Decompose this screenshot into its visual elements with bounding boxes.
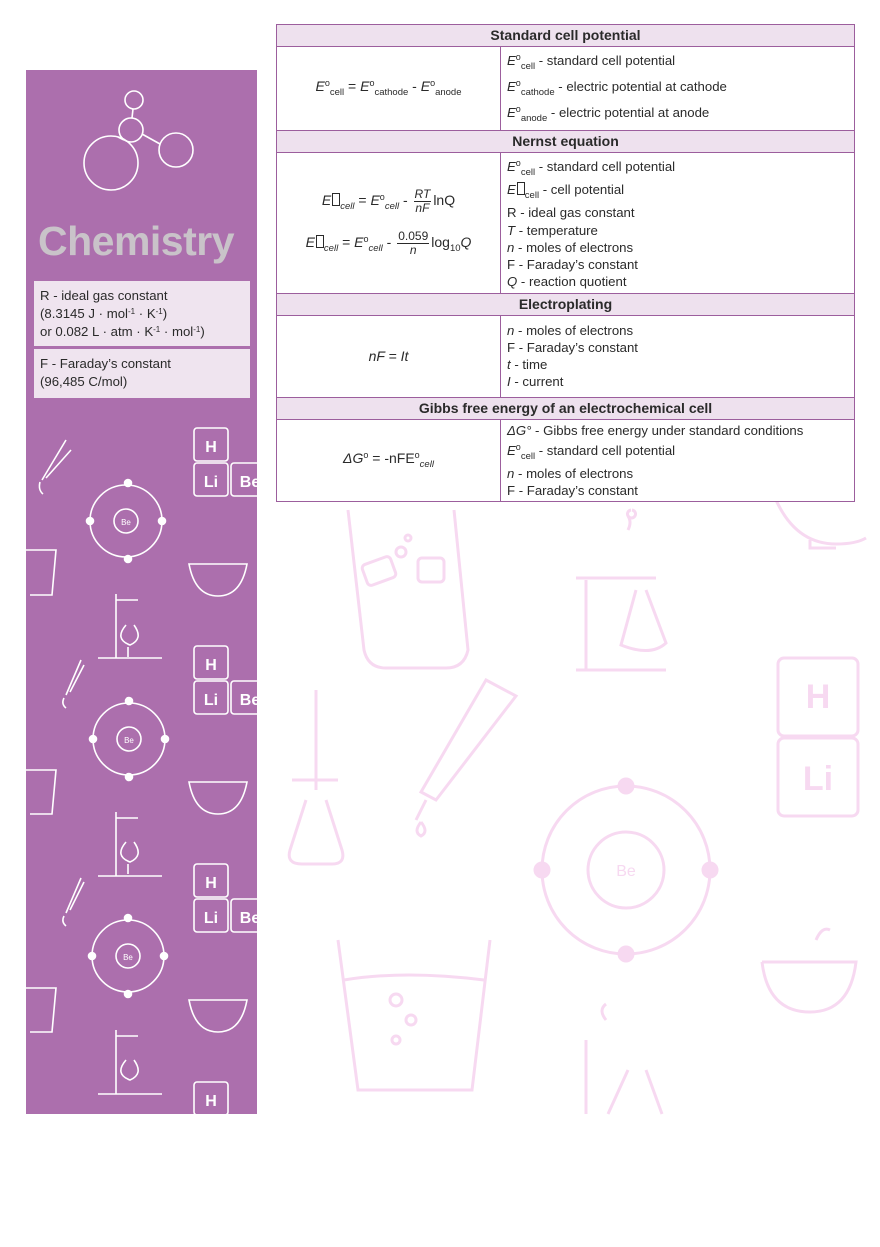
desc-standard-cell-potential: $E^o_{cell}$ - standard cell potential $E^o_{cathode}$ - electric potential at cathode $E^o_{anode}$ - electric potential at anode (501, 47, 855, 131)
faraday-constant-box: F - Faraday’s constant (96,485 C/mol) (34, 349, 250, 398)
atom-core-label: Be (124, 736, 134, 745)
element-tile-h: H (205, 439, 217, 456)
header-gibbs-free-energy: Gibbs free energy of an electrochemical cell (277, 397, 855, 419)
pattern-row-3 (26, 864, 265, 1115)
bg-atom-core: Be (616, 863, 636, 880)
sidebar-title: Chemistry (38, 218, 235, 264)
element-tile-be: Be (239, 474, 261, 491)
bg-element-li: Li (802, 760, 834, 798)
formula-gibbs-free-energy: $\Delta G^o = -nFE^o_{cell}$ (277, 419, 501, 502)
element-tile-h: H (205, 1093, 217, 1110)
sidebar (26, 70, 261, 1114)
formula-electroplating: nF = It (277, 315, 501, 397)
row-standard-cell-potential (277, 47, 855, 131)
element-tile-be: Be (239, 910, 261, 927)
atom-core-label: Be (123, 953, 133, 962)
row-electroplating (277, 315, 855, 397)
header-standard-cell-potential: Standard cell potential (277, 25, 855, 47)
pattern-row-1 (26, 428, 265, 708)
section-header-standard (277, 25, 855, 47)
row-gibbs-free-energy (277, 419, 855, 502)
header-nernst-equation: Nernst equation (277, 130, 855, 152)
bg-element-h: H (805, 678, 831, 716)
desc-nernst-equation: $E^o_{cell}$ - standard cell potential E $_{cell}$ - cell potential R - ideal gas constant T - temperature n - moles of electrons F - Faraday’s constant Q - reaction quotient (501, 152, 855, 293)
section-header-nernst (277, 130, 855, 152)
molecule-icon (84, 91, 193, 190)
element-tile-be: Be (239, 692, 261, 709)
section-header-electroplating (277, 293, 855, 315)
atom-core-label: Be (121, 518, 131, 527)
element-tile-li: Li (203, 474, 219, 491)
desc-gibbs-free-energy: ΔG° - Gibbs free energy under standard conditions $E^o_{cell}$ - standard cell potential n - moles of electrons F - Faraday’s constant (501, 419, 855, 502)
formula-table (276, 24, 855, 502)
gas-constant-box: R - ideal gas constant (8.3145 $J \cdot mol^{-1} \cdot K^{-1}$) or 0.082 L · atm · $K^{-1} \cdot mol^{-1}$) (34, 281, 250, 346)
pattern-row-2 (26, 646, 265, 926)
desc-electroplating: n - moles of electrons F - Faraday’s constant t - time I - current (501, 315, 855, 397)
section-header-gibbs (277, 397, 855, 419)
header-electroplating: Electroplating (277, 293, 855, 315)
element-tile-li: Li (203, 692, 219, 709)
element-tile-li: Li (203, 910, 219, 927)
formula-standard-cell-potential: $E^o_{cell} = E^o_{cathode} - E^o_{anode}$ (277, 47, 501, 131)
element-tile-h: H (205, 657, 217, 674)
background-watermark (276, 500, 856, 1114)
formula-nernst-equation: E $_{cell} = E^o_{cell}$ - $\frac{RT}{nF}$ lnQ E $_{cell} = E^o_{cell}$ - $\frac{0.059}{n}$ $\log_{10}Q$ (277, 152, 501, 293)
element-tile-h: H (205, 875, 217, 892)
row-nernst-equation (277, 152, 855, 293)
